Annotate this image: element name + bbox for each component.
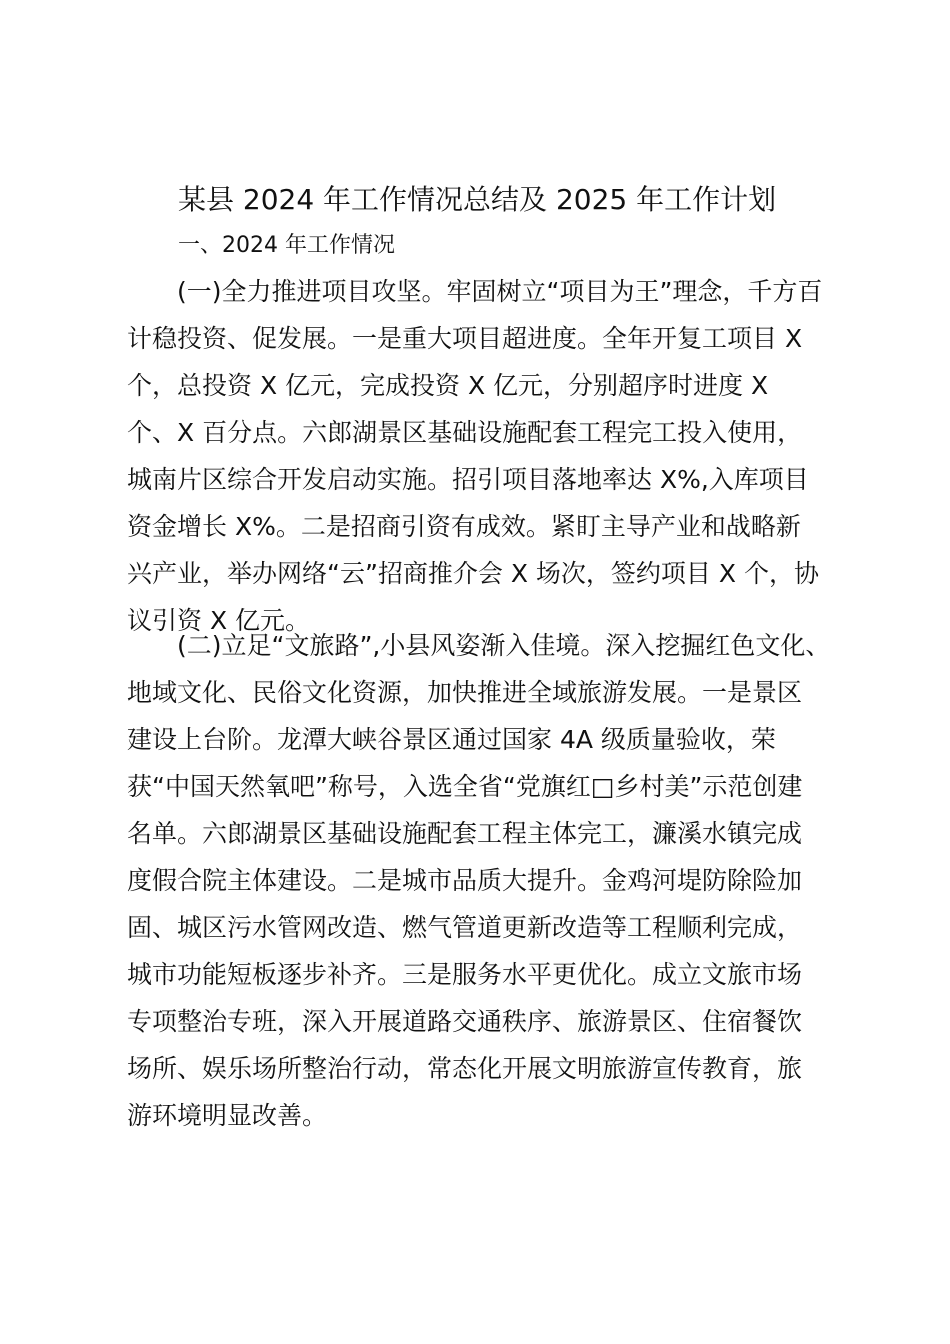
paragraph-line: 地域文化、民俗文化资源，加快推进全域旅游发展。一是景区	[127, 678, 803, 707]
paragraph-line: 城南片区综合开发启动实施。招引项目落地率达 X%,入库项目	[127, 465, 809, 494]
paragraph-line: 兴产业，举办网络“云”招商推介会 X 场次，签约项目 X 个，协	[127, 559, 819, 588]
paragraph-line: 名单。六郎湖景区基础设施配套工程主体完工，濂溪水镇完成	[127, 819, 803, 848]
paragraph-line: 个、X 百分点。六郎湖景区基础设施配套工程完工投入使用，	[127, 418, 803, 447]
paragraph-line: 获“中国天然氧吧”称号，入选全省“党旗红□乡村美”示范创建	[127, 772, 803, 801]
paragraph-line: 固、城区污水管网改造、燃气管道更新改造等工程顺利完成，	[127, 913, 803, 942]
paragraph-line: (一)全力推进项目攻坚。牢固树立“项目为王”理念，千方百	[127, 277, 823, 306]
paragraph-line: 个，总投资 X 亿元，完成投资 X 亿元，分别超序时进度 X	[127, 371, 769, 400]
document-title: 某县 2024 年工作情况总结及 2025 年工作计划	[178, 183, 777, 216]
paragraph-line: (二)立足“文旅路”,小县风姿渐入佳境。深入挖掘红色文化、	[127, 631, 831, 660]
paragraph-line: 城市功能短板逐步补齐。三是服务水平更优化。成立文旅市场	[127, 960, 803, 989]
paragraph-line: 游环境明显改善。	[127, 1101, 328, 1130]
paragraph-line: 场所、娱乐场所整治行动，常态化开展文明旅游宣传教育，旅	[127, 1054, 803, 1083]
paragraph-line: 计稳投资、促发展。一是重大项目超进度。全年开复工项目 X	[127, 324, 803, 353]
paragraph-line: 专项整治专班，深入开展道路交通秩序、旅游景区、住宿餐饮	[127, 1007, 803, 1036]
section-heading: 一、2024 年工作情况	[178, 233, 395, 258]
paragraph-line: 议引资 X 亿元。	[127, 606, 311, 635]
paragraph-culture-tourism	[127, 622, 832, 1139]
paragraph-project-push	[127, 268, 832, 644]
paragraph-line: 资金增长 X%。二是招商引资有成效。紧盯主导产业和战略新	[127, 512, 801, 541]
paragraph-line: 度假合院主体建设。二是城市品质大提升。金鸡河堤防除险加	[127, 866, 803, 895]
paragraph-line: 建设上台阶。龙潭大峡谷景区通过国家 4A 级质量验收，荣	[127, 725, 776, 754]
